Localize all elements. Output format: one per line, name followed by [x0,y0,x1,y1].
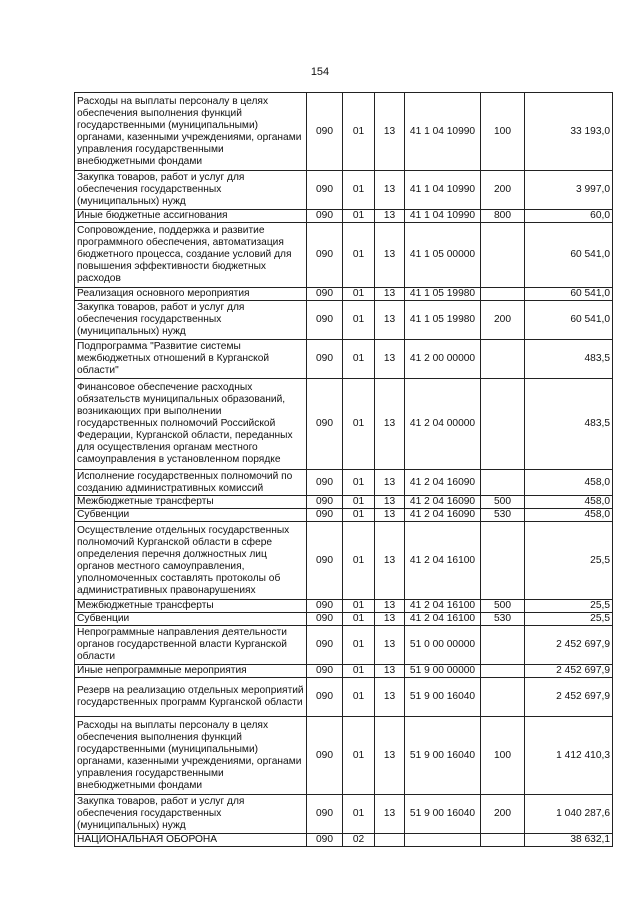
section-code-cell: 01 [343,301,375,340]
table-row [75,470,613,496]
table-row [75,210,613,223]
amount-cell: 483,5 [525,340,613,379]
ministry-code-cell: 090 [307,301,343,340]
target-article-cell: 41 1 05 00000 [405,223,481,288]
expense-type-cell [481,834,525,847]
row-name-cell: Иные непрограммные мероприятия [75,665,307,678]
section-code-cell: 01 [343,93,375,171]
row-name-cell: Непрограммные направления деятельности органов государственной власти Курганской области [75,626,307,665]
table-row [75,717,613,795]
subsection-code-cell: 13 [375,301,405,340]
amount-cell: 2 452 697,9 [525,626,613,665]
table-row [75,522,613,600]
ministry-code-cell: 090 [307,210,343,223]
amount-cell: 33 193,0 [525,93,613,171]
section-code-cell: 01 [343,288,375,301]
subsection-code-cell: 13 [375,717,405,795]
amount-cell: 38 632,1 [525,834,613,847]
ministry-code-cell: 090 [307,223,343,288]
row-name-cell: Закупка товаров, работ и услуг для обеспечения государственных (муниципальных) нужд [75,301,307,340]
row-name-cell: Межбюджетные трансферты [75,496,307,509]
table-row [75,288,613,301]
section-code-cell: 01 [343,496,375,509]
amount-cell: 1 040 287,6 [525,795,613,834]
subsection-code-cell: 13 [375,600,405,613]
row-name-cell: НАЦИОНАЛЬНАЯ ОБОРОНА [75,834,307,847]
ministry-code-cell: 090 [307,496,343,509]
expense-type-cell: 530 [481,509,525,522]
row-name-cell: Расходы на выплаты персоналу в целях обеспечения выполнения функций государственными (муниципальными) органами, казенными учреждениями, органами управления государственными внебюджетными фондами [75,93,307,171]
subsection-code-cell: 13 [375,665,405,678]
row-name-cell: Сопровождение, поддержка и развитие программного обеспечения, автоматизация бюджетного процесса, создание условий для повышения эффективности бюджетных расходов [75,223,307,288]
target-article-cell: 41 1 04 10990 [405,171,481,210]
subsection-code-cell: 13 [375,613,405,626]
section-code-cell: 02 [343,834,375,847]
row-name-cell: Исполнение государственных полномочий по созданию административных комиссий [75,470,307,496]
target-article-cell: 51 9 00 16040 [405,717,481,795]
ministry-code-cell: 090 [307,470,343,496]
subsection-code-cell: 13 [375,171,405,210]
subsection-code-cell: 13 [375,210,405,223]
amount-cell: 60 541,0 [525,301,613,340]
table-row [75,834,613,847]
subsection-code-cell: 13 [375,223,405,288]
target-article-cell: 41 1 04 10990 [405,93,481,171]
ministry-code-cell: 090 [307,678,343,717]
amount-cell: 60 541,0 [525,223,613,288]
section-code-cell: 01 [343,717,375,795]
amount-cell: 25,5 [525,613,613,626]
amount-cell: 25,5 [525,522,613,600]
expense-type-cell [481,678,525,717]
ministry-code-cell: 090 [307,600,343,613]
row-name-cell: Субвенции [75,509,307,522]
target-article-cell: 41 2 04 00000 [405,379,481,470]
ministry-code-cell: 090 [307,288,343,301]
section-code-cell: 01 [343,340,375,379]
target-article-cell: 41 2 04 16090 [405,470,481,496]
expense-type-cell: 500 [481,496,525,509]
amount-cell: 60,0 [525,210,613,223]
row-name-cell: Закупка товаров, работ и услуг для обеспечения государственных (муниципальных) нужд [75,795,307,834]
subsection-code-cell: 13 [375,288,405,301]
table-body [75,93,613,847]
subsection-code-cell: 13 [375,93,405,171]
row-name-cell: Субвенции [75,613,307,626]
table-row [75,665,613,678]
subsection-code-cell: 13 [375,470,405,496]
subsection-code-cell: 13 [375,795,405,834]
expense-type-cell: 200 [481,301,525,340]
row-name-cell: Подпрограмма "Развитие системы межбюджетных отношений в Курганской области" [75,340,307,379]
expense-type-cell [481,470,525,496]
row-name-cell: Закупка товаров, работ и услуг для обеспечения государственных (муниципальных) нужд [75,171,307,210]
table-row [75,379,613,470]
table-row [75,223,613,288]
expense-type-cell [481,223,525,288]
subsection-code-cell: 13 [375,340,405,379]
ministry-code-cell: 090 [307,171,343,210]
subsection-code-cell [375,834,405,847]
section-code-cell: 01 [343,665,375,678]
subsection-code-cell: 13 [375,626,405,665]
section-code-cell: 01 [343,210,375,223]
ministry-code-cell: 090 [307,613,343,626]
expense-type-cell: 100 [481,93,525,171]
subsection-code-cell: 13 [375,678,405,717]
amount-cell: 458,0 [525,470,613,496]
expense-type-cell: 530 [481,613,525,626]
target-article-cell: 51 0 00 00000 [405,626,481,665]
ministry-code-cell: 090 [307,379,343,470]
target-article-cell: 51 9 00 00000 [405,665,481,678]
amount-cell: 25,5 [525,600,613,613]
target-article-cell: 41 2 04 16100 [405,600,481,613]
section-code-cell: 01 [343,509,375,522]
target-article-cell: 41 2 04 16100 [405,522,481,600]
target-article-cell: 41 1 05 19980 [405,288,481,301]
amount-cell: 3 997,0 [525,171,613,210]
ministry-code-cell: 090 [307,340,343,379]
section-code-cell: 01 [343,626,375,665]
subsection-code-cell: 13 [375,522,405,600]
ministry-code-cell: 090 [307,795,343,834]
target-article-cell [405,834,481,847]
ministry-code-cell: 090 [307,522,343,600]
table-row [75,496,613,509]
ministry-code-cell: 090 [307,93,343,171]
subsection-code-cell: 13 [375,379,405,470]
expense-type-cell: 200 [481,171,525,210]
expense-type-cell: 800 [481,210,525,223]
budget-table [74,92,613,847]
subsection-code-cell: 13 [375,509,405,522]
row-name-cell: Резерв на реализацию отдельных мероприятий государственных программ Курганской области [75,678,307,717]
expense-type-cell: 200 [481,795,525,834]
section-code-cell: 01 [343,470,375,496]
target-article-cell: 41 2 00 00000 [405,340,481,379]
amount-cell: 458,0 [525,496,613,509]
ministry-code-cell: 090 [307,717,343,795]
section-code-cell: 01 [343,613,375,626]
amount-cell: 2 452 697,9 [525,678,613,717]
row-name-cell: Межбюджетные трансферты [75,600,307,613]
table-row [75,613,613,626]
ministry-code-cell: 090 [307,834,343,847]
target-article-cell: 41 1 05 19980 [405,301,481,340]
target-article-cell: 41 2 04 16090 [405,496,481,509]
amount-cell: 1 412 410,3 [525,717,613,795]
amount-cell: 2 452 697,9 [525,665,613,678]
section-code-cell: 01 [343,522,375,600]
amount-cell: 483,5 [525,379,613,470]
table-row [75,93,613,171]
row-name-cell: Иные бюджетные ассигнования [75,210,307,223]
table-row [75,301,613,340]
row-name-cell: Расходы на выплаты персоналу в целях обеспечения выполнения функций государственными (муниципальными) органами, казенными учреждениями, органами управления государственными внебюджетными фондами [75,717,307,795]
section-code-cell: 01 [343,379,375,470]
ministry-code-cell: 090 [307,626,343,665]
table-row [75,600,613,613]
table-row [75,340,613,379]
expense-type-cell [481,522,525,600]
table-row [75,171,613,210]
expense-type-cell: 500 [481,600,525,613]
target-article-cell: 51 9 00 16040 [405,678,481,717]
amount-cell: 60 541,0 [525,288,613,301]
table-row [75,626,613,665]
row-name-cell: Финансовое обеспечение расходных обязательств муниципальных образований, возникающих при выполнении государственных полномочий Российской Федерации, Курганской области, переданных для осуществления органам местного самоуправления в установленном порядке [75,379,307,470]
target-article-cell: 41 1 04 10990 [405,210,481,223]
row-name-cell: Реализация основного мероприятия [75,288,307,301]
target-article-cell: 41 2 04 16100 [405,613,481,626]
section-code-cell: 01 [343,678,375,717]
target-article-cell: 41 2 04 16090 [405,509,481,522]
page-number: 154 [310,66,330,78]
ministry-code-cell: 090 [307,665,343,678]
target-article-cell: 51 9 00 16040 [405,795,481,834]
expense-type-cell [481,626,525,665]
table-row [75,509,613,522]
table-row [75,795,613,834]
row-name-cell: Осуществление отдельных государственных полномочий Курганской области в сфере определения перечня должностных лиц органов местного самоуправления, уполномоченных составлять протоколы об административных правонарушениях [75,522,307,600]
section-code-cell: 01 [343,171,375,210]
expense-type-cell [481,340,525,379]
expense-type-cell: 100 [481,717,525,795]
section-code-cell: 01 [343,795,375,834]
expense-type-cell [481,379,525,470]
section-code-cell: 01 [343,600,375,613]
subsection-code-cell: 13 [375,496,405,509]
amount-cell: 458,0 [525,509,613,522]
ministry-code-cell: 090 [307,509,343,522]
expense-type-cell [481,288,525,301]
section-code-cell: 01 [343,223,375,288]
expense-type-cell [481,665,525,678]
table-row [75,678,613,717]
